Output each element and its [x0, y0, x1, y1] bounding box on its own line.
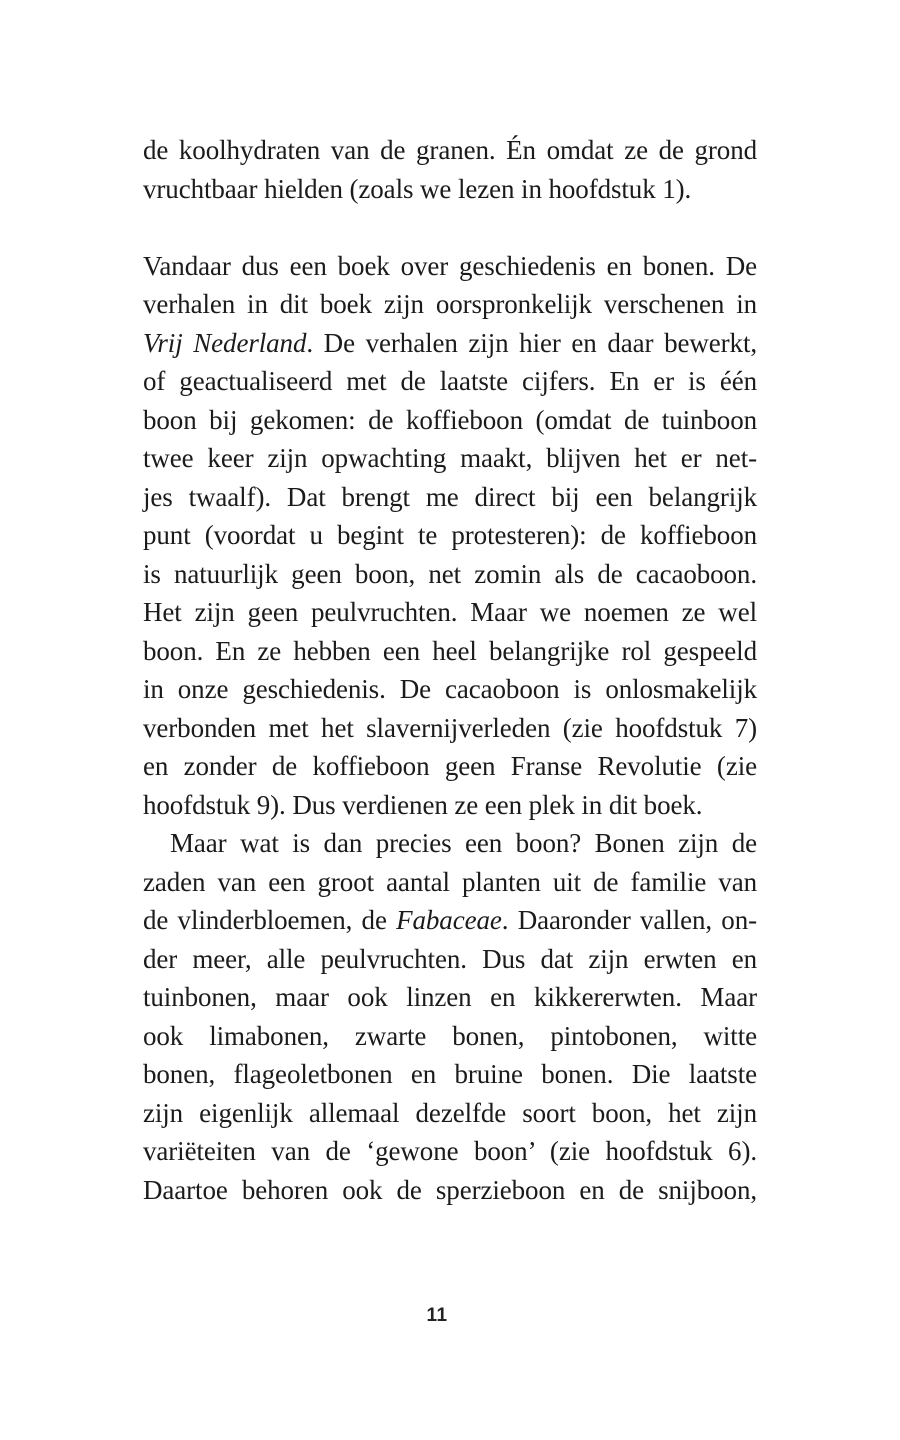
text-segment: twee keer zijn opwachting maakt, blijven het er net- [143, 443, 757, 473]
text-line [143, 786, 757, 825]
text-line [143, 824, 757, 863]
text-segment: in onze geschiedenis. De cacaoboon is onlosmakelijk [143, 674, 757, 704]
text-segment: tuinbonen, maar ook linzen en kikkererwten. Maar [143, 982, 757, 1012]
page-number: 11 [426, 1305, 448, 1326]
text-segment: bonen, flageoletbonen en bruine bonen. Die laatste [143, 1059, 757, 1089]
paragraph [143, 247, 757, 825]
text-line [143, 131, 757, 170]
text-segment: vruchtbaar hielden (zoals we lezen in hoofdstuk 1). [143, 173, 692, 204]
text-segment: Daartoe behoren ook de sperzieboon en de snijboon, [143, 1174, 757, 1205]
text-segment: variëteiten van de ‘gewone boon’ (zie hoofdstuk 6). [143, 1136, 757, 1166]
text-segment: . De verhalen zijn hier en daar bewerkt, [306, 327, 757, 358]
text-line [143, 670, 757, 709]
text-line [143, 324, 757, 363]
text-line [143, 555, 757, 594]
text-segment: en zonder de koffieboon geen Franse Revolutie (zie [143, 751, 757, 781]
text-line [143, 247, 757, 286]
text-line [143, 401, 757, 440]
text-line [143, 285, 757, 324]
text-line [143, 747, 757, 786]
text-line [143, 632, 757, 671]
text-segment: boon. En ze hebben een heel belangrijke rol gespeeld [143, 635, 757, 666]
text-segment: of geactualiseerd met de laatste cijfers. En er is één [143, 366, 757, 396]
paragraph [143, 824, 757, 1209]
text-segment: Vandaar dus een boek over geschiedenis en bonen. De [143, 250, 757, 281]
text-line [143, 1171, 757, 1210]
text-segment: punt (voordat u begint te protesteren): de koffieboon [143, 520, 757, 550]
text-segment: boon bij gekomen: de koffieboon (omdat de tuinboon [143, 404, 757, 435]
text-line [143, 362, 757, 401]
book-text-block [143, 131, 757, 1209]
text-segment: zijn eigenlijk allemaal dezelfde soort boon, het zijn [143, 1097, 757, 1128]
text-line [143, 940, 757, 979]
text-line [143, 478, 757, 517]
text-segment: de vlinderbloemen, de [143, 905, 397, 935]
text-line [143, 1017, 757, 1056]
text-segment: Het zijn geen peulvruchten. Maar we noemen ze wel [143, 597, 757, 627]
text-line [143, 901, 757, 940]
text-line [143, 170, 757, 209]
text-line [143, 863, 757, 902]
text-segment: Maar wat is dan precies een boon? Bonen zijn de [170, 828, 757, 858]
text-line [143, 516, 757, 555]
text-line [143, 439, 757, 478]
text-line [143, 978, 757, 1017]
text-segment: jes twaalf). Dat brengt me direct bij een belangrijk [143, 481, 757, 512]
text-line [143, 1132, 757, 1171]
text-line [143, 709, 757, 748]
text-segment: hoofdstuk 9). Dus verdienen ze een plek in dit boek. [143, 789, 703, 820]
text-segment: . Daaronder vallen, on- [501, 905, 757, 935]
paragraph [143, 131, 757, 208]
text-segment: de koolhydraten van de granen. Én omdat ze de grond [143, 135, 757, 165]
text-segment: zaden van een groot aantal planten uit de familie van [143, 866, 757, 897]
text-segment: verhalen in dit boek zijn oorspronkelijk verschenen in [143, 289, 757, 319]
text-line [143, 1055, 757, 1094]
text-segment: ook limabonen, zwarte bonen, pintobonen, witte [143, 1020, 757, 1051]
text-segment: is natuurlijk geen boon, net zomin als de cacaoboon. [143, 558, 757, 589]
text-line [143, 593, 757, 632]
text-line [143, 1094, 757, 1133]
italic-text: Vrij Nederland [143, 327, 307, 358]
text-segment: verbonden met het slavernijverleden (zie hoofdstuk 7) [143, 712, 757, 743]
text-segment: der meer, alle peulvruchten. Dus dat zijn erwten en [143, 943, 757, 974]
italic-text: Fabaceae [396, 905, 502, 935]
